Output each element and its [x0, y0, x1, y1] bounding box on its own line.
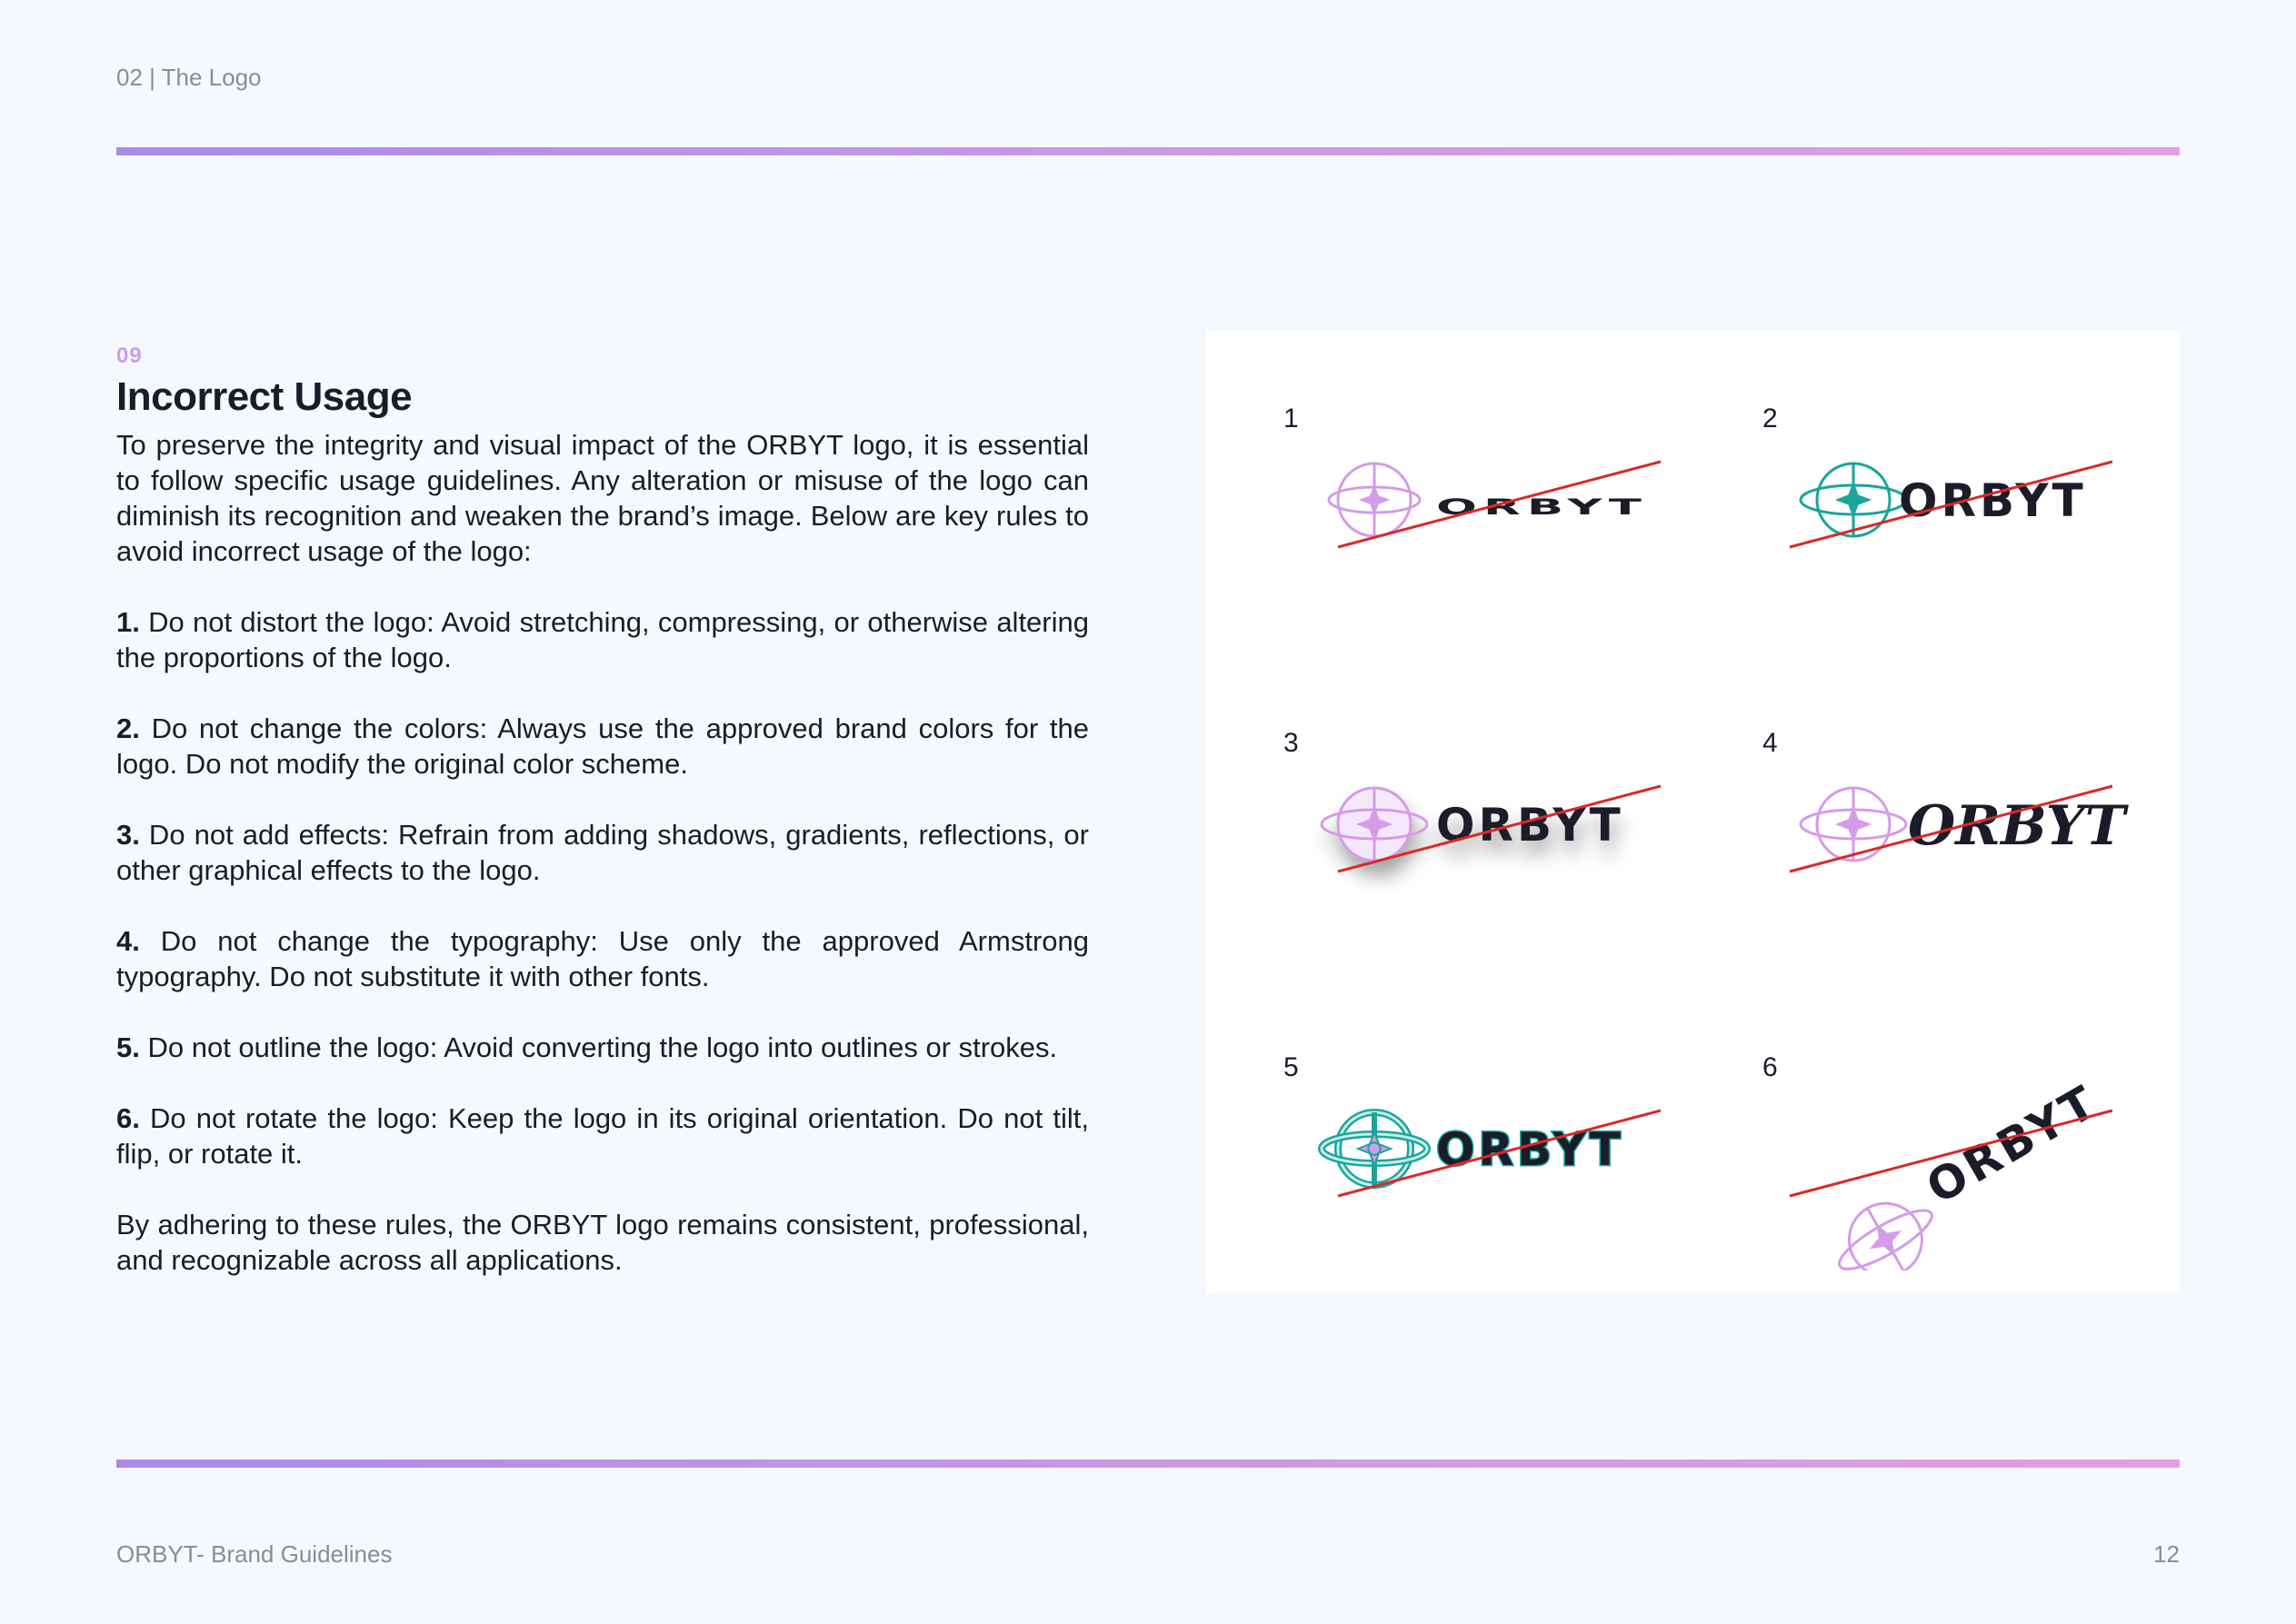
example-label: 1	[1283, 404, 1299, 433]
example-label: 3	[1283, 728, 1299, 758]
section-number: 09	[116, 344, 143, 368]
example-distorted	[1283, 404, 1756, 676]
rule-number: 2.	[116, 712, 140, 744]
closing-paragraph: By adhering to these rules, the ORBYT logo remains consistent, professional, and recognizable across all applications.	[116, 1209, 1089, 1276]
example-rotated	[1762, 1052, 2235, 1325]
wordmark: ORBYT	[1899, 474, 2087, 527]
logo-distorted-graphic	[1283, 404, 1756, 585]
example-label: 2	[1762, 404, 1778, 433]
rule-text: Do not outline the logo: Avoid converting the logo into outlines or strokes.	[139, 1031, 1058, 1063]
wordmark: ORBYT	[1908, 794, 2126, 858]
rule-text: Do not add effects: Refrain from adding shadows, gradients, reflections, or other graphical effects to the logo.	[116, 819, 1089, 886]
orbit-planet-icon	[1822, 1182, 1949, 1270]
intro-paragraph: To preserve the integrity and visual impact of the ORBYT logo, it is essential to follow specific usage guidelines. Any alteration or misuse of the logo can diminish its recognition and weaken the brand’s image. Below are key rules to avoid incorrect usage of the logo:	[116, 429, 1089, 567]
rule-text: Do not rotate the logo: Keep the logo in its original orientation. Do not tilt, flip, or rotate it.	[116, 1102, 1089, 1170]
rule-number: 6.	[116, 1102, 140, 1134]
rule-text: Do not change the typography: Use only the approved Armstrong typography. Do not substitute it with other fonts.	[116, 925, 1089, 992]
rule-item	[116, 817, 1089, 888]
example-outlined	[1283, 1052, 1756, 1325]
examples-panel	[1206, 331, 2180, 1292]
rule-text: Do not distort the logo: Avoid stretching, compressing, or otherwise altering the proportions of the logo.	[116, 606, 1089, 673]
rule-item	[116, 1101, 1089, 1171]
orbit-planet-icon	[1322, 1112, 1427, 1185]
example-effects	[1283, 728, 1756, 1001]
section-title: Incorrect Usage	[116, 374, 413, 419]
orbit-planet-icon	[1322, 788, 1427, 861]
wordmark: ORBYT	[1436, 493, 1649, 520]
orbit-planet-icon	[1801, 463, 1906, 536]
example-label: 6	[1762, 1052, 1778, 1082]
rule-item	[116, 711, 1089, 782]
rule-item	[116, 604, 1089, 675]
rule-number: 1.	[116, 606, 140, 638]
orbit-planet-icon	[1329, 463, 1420, 536]
example-label: 4	[1762, 728, 1778, 758]
bottom-divider	[116, 1460, 2180, 1468]
wordmark: ORBYT	[1436, 1123, 1624, 1176]
header-section-path: 02 | The Logo	[116, 64, 262, 91]
example-wrong-colors	[1762, 404, 2235, 676]
rule-number: 3.	[116, 819, 140, 851]
text-column	[116, 344, 1089, 1313]
logo-shadow-graphic	[1283, 728, 1756, 910]
rules-list	[116, 604, 1089, 1171]
example-label: 5	[1283, 1052, 1299, 1082]
rule-item	[116, 1030, 1089, 1065]
logo-recolored-graphic	[1762, 404, 2235, 585]
wordmark: ORBYT	[1918, 1074, 2108, 1215]
logo-rotated-graphic	[1762, 1052, 2235, 1270]
orbit-planet-icon	[1801, 788, 1906, 861]
wordmark: ORBYT	[1436, 799, 1624, 852]
top-divider	[116, 147, 2180, 155]
footer-brand: ORBYT- Brand Guidelines	[116, 1540, 393, 1568]
logo-outline-graphic	[1283, 1052, 1756, 1234]
rule-number: 4.	[116, 925, 140, 957]
rule-text: Do not change the colors: Always use the approved brand colors for the logo. Do not modify the original color scheme.	[116, 712, 1089, 780]
rule-item	[116, 923, 1089, 994]
logo-wrong-font-graphic	[1762, 728, 2235, 910]
page-number: 12	[2153, 1540, 2180, 1568]
example-typography	[1762, 728, 2235, 1001]
rule-number: 5.	[116, 1031, 140, 1063]
